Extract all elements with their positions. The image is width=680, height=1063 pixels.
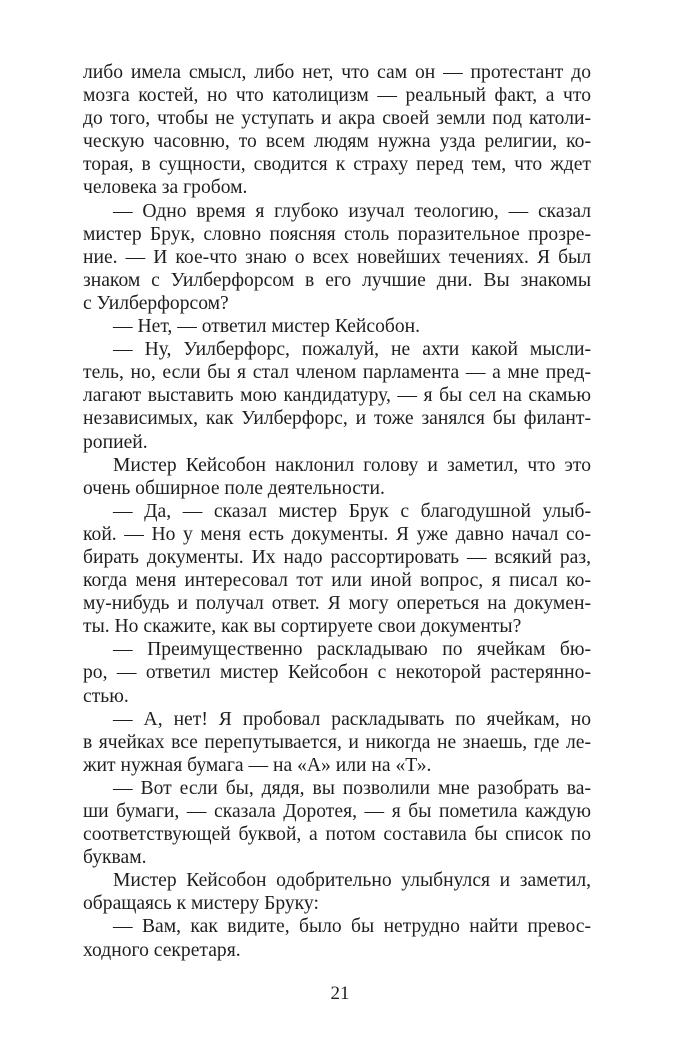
text-line: стью. (83, 685, 129, 707)
paragraph (83, 915, 591, 961)
text-line: ро, — ответил мистер Кейсобон с некоторой растерянно- (83, 662, 591, 684)
paragraph (83, 500, 591, 639)
paragraph (83, 315, 591, 338)
text-line: — А, нет! Я пробовал раскладывать по ячейкам, но (113, 708, 591, 730)
text-line: ропией. (83, 431, 148, 453)
text-line: в ячейках все перепутывается, и никогда не знаешь, где ле- (83, 731, 591, 753)
text-line: торая, в сущности, сводится к страху перед тем, что ждет (83, 154, 591, 176)
text-line: — Преимущественно раскладываю по ячейкам бю- (113, 639, 591, 661)
text-line: либо имела смысл, либо нет, что сам он — протестант до (83, 62, 591, 83)
text-line: ты. Но скажите, как вы сортируете свои документы? (83, 616, 522, 638)
text-line: соответствующей буквой, а потом составила бы список по (83, 824, 591, 846)
text-line: ческую часовню, то всем людям нужна узда религии, ко- (83, 131, 591, 153)
text-line: — Ну, Уилберфорс, пожалуй, не ахти какой мысли- (113, 339, 591, 361)
text-line: ходного секретаря. (83, 939, 241, 961)
book-page-text (83, 61, 591, 962)
text-line: тель, но, если бы я стал членом парламента — а мне пред- (83, 362, 591, 384)
text-line: жит нужная бумага — на «А» или на «Т». (83, 754, 432, 776)
text-line: Мистер Кейсобон наклонил голову и заметил, что это (113, 454, 591, 476)
text-line: лагают выставить мою кандидатуру, — я бы сел на скамью (83, 385, 591, 407)
paragraph (83, 869, 591, 915)
paragraph (83, 61, 591, 200)
text-line: когда меня интересовал тот или иной вопрос, я писал ко- (83, 570, 591, 592)
text-line: знаком с Уилберфорсом в его лучшие дни. Вы знакомы (83, 269, 591, 291)
page-number: 21 (330, 983, 350, 1004)
text-line: буквам. (83, 847, 147, 869)
paragraph (83, 638, 591, 707)
text-line: мозга костей, но что католицизм — реальный факт, а что (83, 85, 591, 107)
text-line: обращаясь к мистеру Бруку: (83, 893, 319, 915)
text-line: очень обширное поле деятельности. (83, 477, 385, 499)
paragraph (83, 454, 591, 500)
paragraph (83, 777, 591, 869)
paragraph (83, 338, 591, 453)
text-line: — Вот если бы, дядя, вы позволили мне разобрать ва- (113, 777, 591, 799)
text-line: человека за гробом. (83, 177, 248, 199)
text-line: Мистер Кейсобон одобрительно улыбнулся и заметил, (113, 870, 591, 892)
text-line: до того, чтобы не уступать и акра своей земли под католи- (83, 108, 591, 130)
text-line: независимых, как Уилберфорс, и тоже занялся бы филант- (83, 408, 591, 430)
text-line: ши бумаги, — сказала Доротея, — я бы пометила каждую (83, 801, 591, 822)
text-line: кой. — Но у меня есть документы. Я уже давно начал со- (83, 523, 591, 545)
text-line: ние. — И кое-что знаю о всех новейших течениях. Я был (83, 246, 591, 268)
paragraph (83, 708, 591, 777)
text-line: — Одно время я глубоко изучал теологию, — сказал (113, 200, 591, 222)
paragraph (83, 200, 591, 315)
text-line: му-нибудь и получал ответ. Я могу опереться на докумен- (83, 593, 591, 615)
text-line: мистер Брук, словно поясняя столь поразительное прозре- (83, 223, 591, 245)
text-line: — Да, — сказал мистер Брук с благодушной улыб- (113, 500, 591, 522)
text-line: бирать документы. Их надо рассортировать — всякий раз, (83, 546, 591, 568)
text-line: — Вам, как видите, было бы нетрудно найти превос- (113, 916, 591, 938)
text-line: с Уилберфорсом? (83, 292, 229, 314)
text-line: — Нет, — ответил мистер Кейсобон. (113, 316, 421, 338)
